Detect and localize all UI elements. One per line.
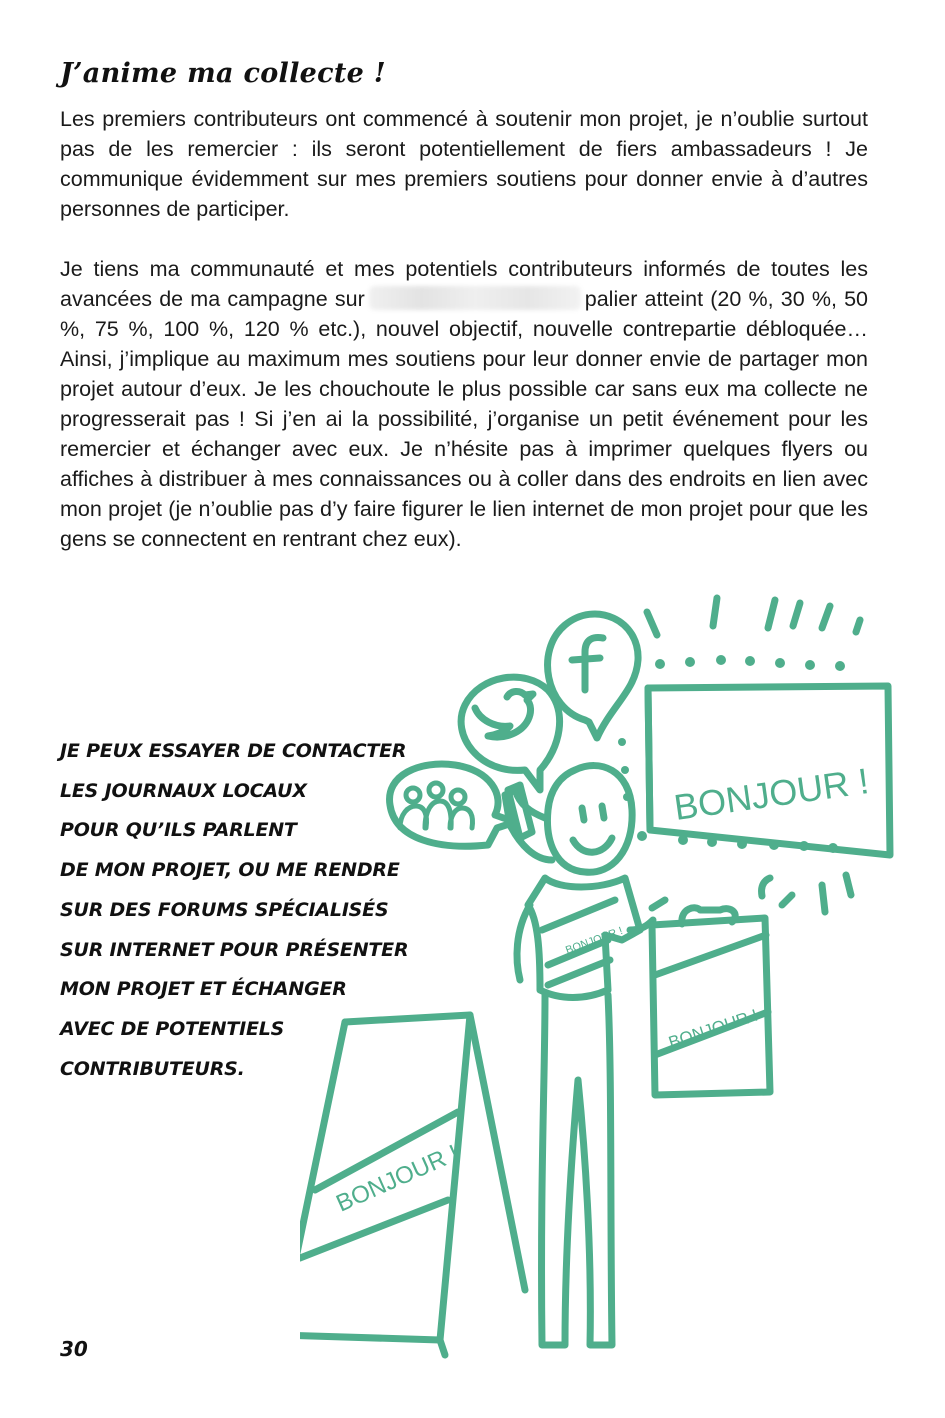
person-left-arm — [517, 905, 530, 980]
people-bubble — [390, 764, 515, 846]
sparkle-marks — [647, 598, 860, 635]
aside-line: POUR QU’ILS PARLENT — [60, 819, 297, 842]
section-title: J’anime ma collecte ! — [60, 58, 386, 89]
redacted-link — [369, 286, 581, 310]
aside-line: AVEC DE POTENTIELS — [60, 1017, 285, 1040]
shopping-bag — [652, 908, 770, 1095]
aside-line: CONTRIBUTEURS. — [60, 1057, 245, 1080]
person-shirt-stripe — [542, 900, 615, 930]
aside-line: LES JOURNAUX LOCAUX — [60, 779, 307, 802]
aside-line: SUR INTERNET POUR PRÉSENTER — [60, 938, 409, 961]
paragraph-intro: Les premiers contributeurs ont commencé à soutenir mon projet, je n’oublie surtout pas de les remercier : ils seront potentiellement de fiers ambassadeurs ! Je communique évidemment sur mes premiers soutiens pour donner envie à d’autres personnes de participer. — [60, 107, 868, 221]
person-figure — [505, 766, 653, 1345]
paragraph-communication-end: palier atteint (20 %, 30 %, 50 %, 75 %, 100 %, 120 % etc.), nouvel objectif, nouvelle contrepartie débloquée… Ainsi, j’implique au maximum mes soutiens pour leur donner envie de partager mon projet autour d’eux. Je les chouchoute le plus possible car sans eux ma collecte ne progresserait pas ! Si j’en ai la possibilité, j’organise un petit événement pour les remercier et échanger avec eux. Je n’hésite pas à imprimer quelques flyers ou affiches à distribuer à mes connaissances ou à coller dans des endroits en lien avec mon projet (je n’oublie pas d’y faire figurer le lien internet de mon projet pour que les gens se connectent en rentrant chez eux). — [60, 287, 869, 551]
person-eye — [582, 808, 584, 820]
illustration-promoting-project — [300, 580, 920, 1370]
people-icon — [400, 783, 473, 828]
accent-marks — [652, 875, 851, 912]
aside-line: DE MON PROJET, OU ME RENDRE — [60, 859, 400, 882]
banner-text: BONJOUR ! — [671, 760, 872, 828]
person-head — [547, 766, 632, 873]
paragraph-communication — [60, 254, 868, 554]
person-eye — [602, 806, 604, 818]
shirt-text: BONJOUR ! — [564, 925, 625, 957]
aside-line: SUR DES FORUMS SPÉCIALISÉS — [60, 898, 389, 921]
person-smile — [573, 838, 612, 852]
aside-line: JE PEUX ESSAYER DE CONTACTER — [60, 740, 407, 762]
facebook-icon — [572, 638, 603, 690]
sign-text: BONJOUR ! — [332, 1139, 463, 1218]
page-number: 30 — [60, 1337, 88, 1361]
twitter-icon — [475, 691, 533, 737]
person-legs — [542, 995, 612, 1345]
paragraph-communication-start: Je tiens ma communauté et mes potentiels contributeurs informés de toutes les avancées de ma campagne sur — [60, 257, 868, 311]
aside-line: MON PROJET ET ÉCHANGER — [60, 978, 347, 1001]
bag-text: BONJOUR ! — [666, 1005, 761, 1053]
